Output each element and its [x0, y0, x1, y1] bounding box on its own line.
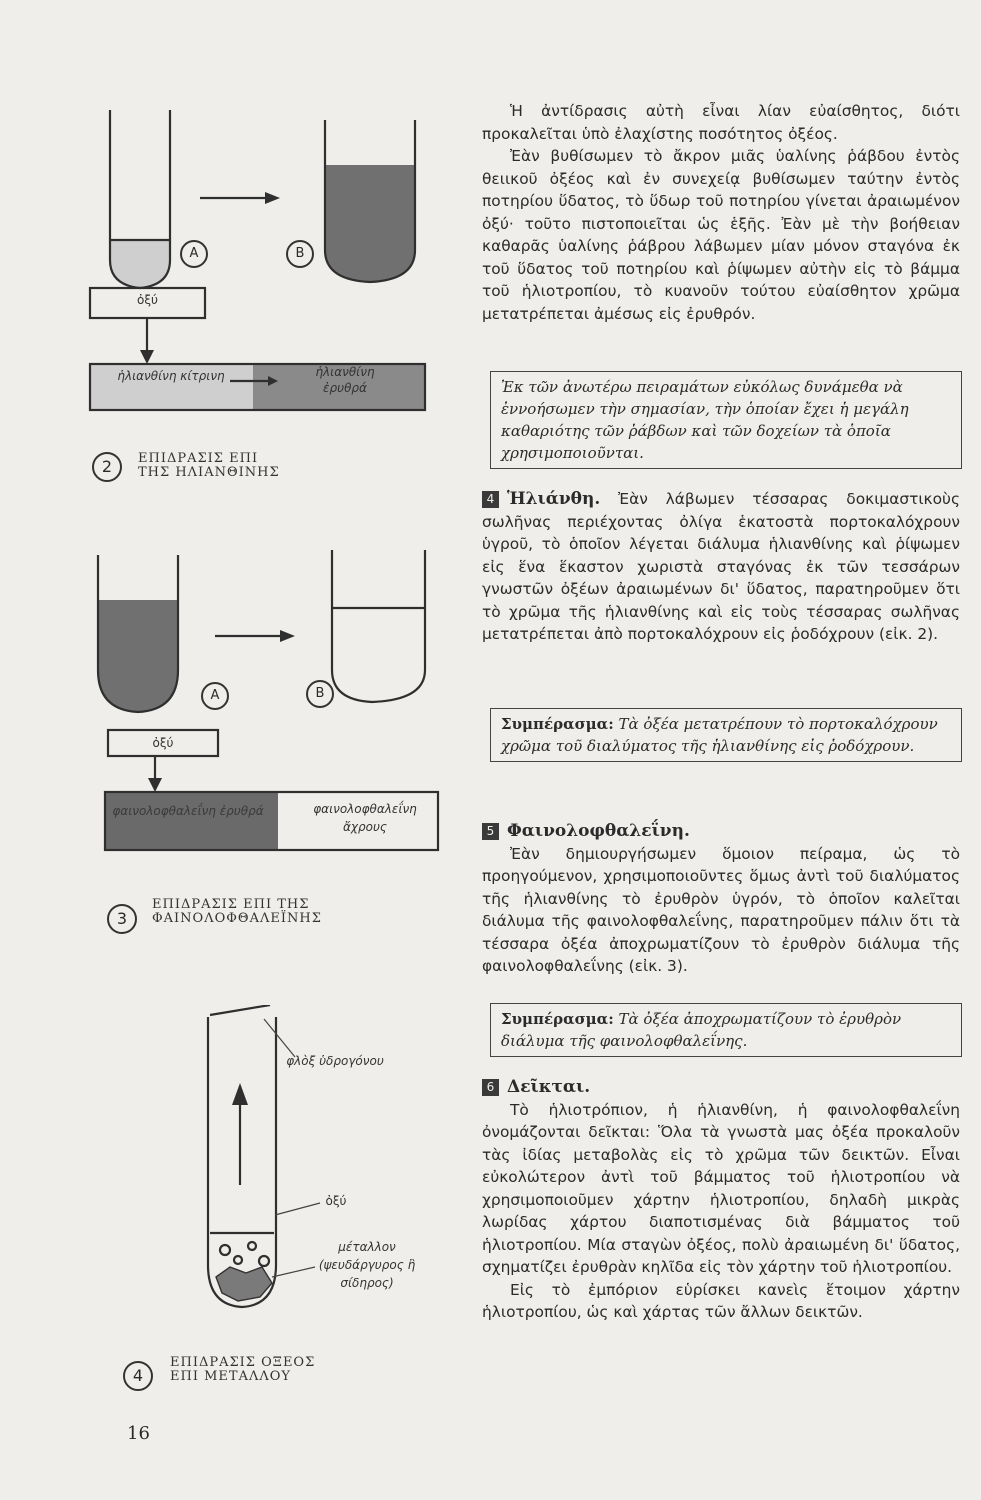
paragraph: Ἐὰν δημιουργήσωμεν ὅμοιον πείραμα, ὡς τὸ προηγούμενον, χρησιμοποιοῦντες ὅμως ἀντὶ τοῦ διαλύματος τῆς ἡλιανθίνης τὸ ἐρυθρὸν ὑγρόν, τὸ ὁποῖον καλεῖται διάλυμα τῆς φαινολοφθαλεΐνης, παρατηροῦμεν πάλιν ὅτι τὰ τέσσαρα ὀξέα ἀποχρωματίζουν τὸ ἐρυθρὸν διάλυμα τῆς φαινολοφθαλεΐνης (εἰκ. 3).	[482, 844, 960, 975]
paragraph: Τὸ ἡλιοτρόπιον, ἡ ἡλιανθίνη, ἡ φαινολοφθαλεΐνη ὀνομάζονται δεῖκται: Ὅλα τὰ γνωστὰ μας ὀξέα προκαλοῦν τὰς ἰδίας μεταβολὰς εἰς τὸ χρῶμα τῶν δεικτῶν. Εἶναι εὐκολώτερον ἀντὶ τοῦ βάμματος τοῦ ἡλιοτροπίου νὰ χρησιμοποιοῦμεν χάρτην ἡλιοτροπίου, δηλαδὴ μικρὰς λωρίδας χάρτου διαποτισμένας διὰ βάμματος τοῦ ἡλιοτροπίου. Μία σταγὼν ὀξέος, πολὺ ἀραιωμένη δι' ὕδατος, σχηματίζει ἐρυθρὰν κηλῖδα εἰς τὸν χάρτην τοῦ ἡλιοτροπίου.	[482, 1100, 960, 1276]
section-number: 6	[482, 1079, 499, 1096]
page-number: 16	[127, 1423, 150, 1444]
paragraph: Εἰς τὸ ἐμπόριον εὑρίσκει κανεὶς ἕτοιμον χάρτην ἡλιοτροπίου, ὡς καὶ χάρτας τῶν ἄλλων δεικτῶν.	[482, 1280, 960, 1321]
conclusion-body: Τὰ ὀξέα μετατρέπουν τὸ πορτοκαλόχρουν χρῶμα τοῦ διαλύματος τῆς ἡλιανθίνης εἰς ῥοδόχρουν.	[501, 715, 938, 755]
flame-label: φλὸξ ὑδρογόνου	[286, 1054, 384, 1068]
metal-label: μέταλλον (ψευδάργυρος ἢ σίδηρος)	[318, 1240, 416, 1290]
figure-number: 4	[123, 1361, 153, 1391]
test-tube	[208, 1017, 276, 1307]
beaker-b	[332, 550, 425, 702]
figure-caption: ΕΠΙΔΡΑΣΙΣ ΕΠΙ ΤΗΣ ΦΑΙΝΟΛΟΦΘΑΛΕΪΝΗΣ	[152, 897, 322, 926]
conclusion-head: Συμπέρασμα:	[501, 715, 614, 733]
label-b: B	[286, 240, 314, 268]
text-block-1	[482, 100, 960, 325]
section-title: Φαινολοφθαλεΐνη.	[507, 821, 690, 841]
conclusion-body: Τὰ ὀξέα ἀποχρωματίζουν τὸ ἐρυθρὸν διάλυμα τῆς φαινολοφθαλεΐνης.	[501, 1010, 902, 1050]
figure-number: 3	[107, 904, 137, 934]
conclusion-box	[490, 1003, 962, 1057]
acid-label: ὀξύ	[152, 736, 174, 750]
strip-right-label: ἡλιανθίνη ἐρυθρά	[315, 365, 375, 395]
label-a: A	[180, 240, 208, 268]
section-number: 5	[482, 823, 499, 840]
label-b: B	[306, 680, 334, 708]
section-4	[482, 488, 960, 646]
strip-left-label: φαινολοφθαλεΐνη ἐρυθρά	[112, 804, 264, 818]
acid-label: ὀξύ	[137, 293, 158, 307]
figure-caption: ΕΠΙΔΡΑΣΙΣ ΟΞΕΟΣ ΕΠΙ ΜΕΤΑΛΛΟΥ	[170, 1355, 316, 1384]
conclusion-head: Συμπέρασμα:	[501, 1010, 614, 1028]
section-title: Δεῖκται.	[507, 1077, 591, 1097]
section-title: Ἡλιάνθη.	[507, 489, 601, 509]
section-number: 4	[482, 491, 499, 508]
paragraph: Ἐὰν βυθίσωμεν τὸ ἄκρον μιᾶς ὑαλίνης ῥάβδου ἐντὸς θειικοῦ ὀξέος καὶ ἐν συνεχείᾳ βυθίσωμεν ταύτην ἐντὸς ποτηρίου ὕδατος, τὸ ὕδωρ τοῦ ποτηρίου γίνεται ἀραιωμένον ὀξύ· τοῦτο πιστοποιεῖται ὡς ἑξῆς. Ἐὰν μὲ τὴν βοήθειαν καθαρᾶς ὑαλίνης ῥάβρου λάβωμεν μίαν μόνον σταγόνα ἐκ τοῦ ὕδατος τοῦ ποτηρίου καὶ ῥίψωμεν αὐτὴν εἰς τὸ βάμμα τοῦ ἡλιοτροπίου, τὸ κυανοῦν τούτου εὐαίσθητον χρῶμα μετατρέπεται ἀμέσως εἰς ἐρυθρόν.	[482, 147, 960, 323]
label-a: A	[201, 682, 229, 710]
strip-left-label: ἡλιανθίνη κίτρινη	[117, 369, 225, 383]
acid-label: ὀξύ	[325, 1194, 347, 1208]
conclusion-box	[490, 708, 962, 762]
figure-number: 2	[92, 452, 122, 482]
section-6	[482, 1076, 960, 1324]
strip-right-label: φαινολοφθαλεΐνη ἄχρους	[313, 802, 417, 834]
section-5	[482, 820, 960, 978]
note-box: Ἐκ τῶν ἀνωτέρω πειραμάτων εὐκόλως δυνάμεθα νὰ ἐννοήσωμεν τὴν σημασίαν, τὴν ὁποίαν ἔχει ἡ μεγάλη καθαριότης τῶν ῥάβδων καὶ τῶν δοχείων τὰ ὁποῖα χρησιμοποιοῦνται.	[490, 371, 962, 469]
paragraph: Ἐὰν λάβωμεν τέσσαρας δοκιμαστικοὺς σωλῆνας περιέχοντας ὀλίγα ἑκατοστὰ πορτοκαλόχρουν ὑγροῦ, τὸ ὁποῖον λέγεται διάλυμα ἡλιανθίνης καὶ ῥίψωμεν εἰς ἕνα ἕκαστον χωριστὰ σταγόνας ἐκ τῶν τεσσάρων γνωστῶν ὀξέων ἀραιωμένων δι' ὕδατος, παρατηροῦμεν ὅτι τὸ χρῶμα τῆς ἡλιανθίνης καὶ εἰς τοὺς τέσσαρας σωλῆνας μετατρέπεται ἀπὸ πορτοκαλόχρουν εἰς ῥοδόχρουν (εἰκ. 2).	[482, 490, 960, 643]
figure-caption: ΕΠΙΔΡΑΣΙΣ ΕΠΙ ΤΗΣ ΗΛΙΑΝΘΙΝΗΣ	[138, 451, 280, 480]
paragraph: Ἡ ἀντίδρασις αὐτὴ εἶναι λίαν εὐαίσθητος, διότι προκαλεῖται ὑπὸ ἐλαχίστης ποσότητος ὀξέος.	[482, 102, 960, 143]
